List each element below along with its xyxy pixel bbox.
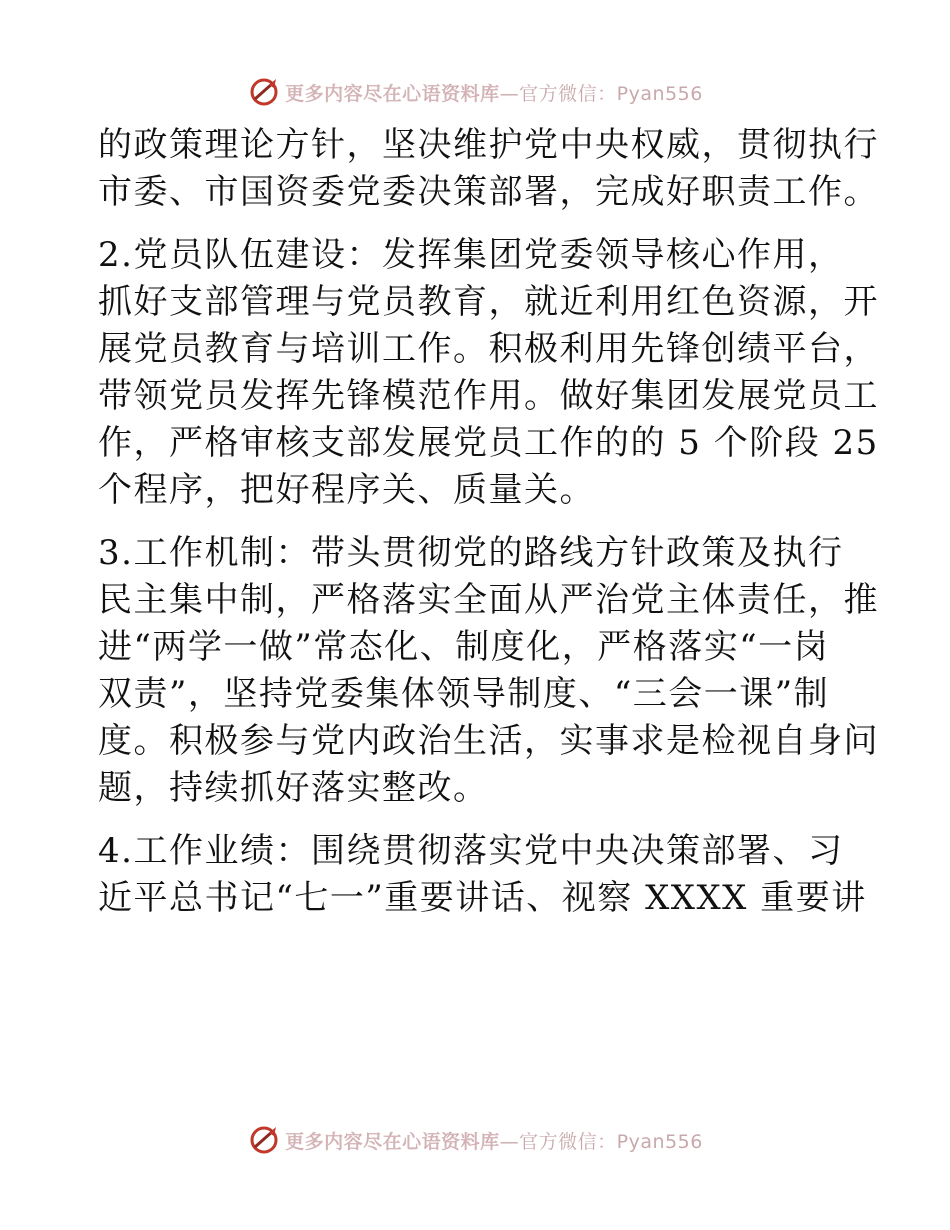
watermark-brand: 更多内容尽在心语资料库	[285, 1130, 500, 1153]
text-line: 展党员教育与培训工作。积极利用先锋创绩平台，	[98, 329, 879, 369]
text-line: 近平总书记“七一”重要讲话、视察 XXXX 重要讲	[98, 878, 867, 918]
watermark-brand: 更多内容尽在心语资料库	[285, 82, 500, 105]
text-line: 带领党员发挥先锋模范作用。做好集团发展党员工	[98, 376, 879, 416]
paragraph-work-mechanism	[98, 530, 879, 812]
watermark-text	[285, 1127, 703, 1154]
text-line: 3.工作机制：带头贯彻党的路线方针政策及执行	[98, 533, 844, 573]
paragraph-intro-continued	[98, 122, 879, 216]
watermark-dash: —	[499, 1130, 520, 1153]
watermark-suffix: 官方微信：Pyan556	[519, 82, 703, 105]
paragraph-party-member-team	[98, 232, 879, 514]
text-line: 抓好支部管理与党员教育，就近利用红色资源，开	[98, 282, 879, 322]
watermark-suffix: 官方微信：Pyan556	[519, 1130, 703, 1153]
text-line: 2.党员队伍建设：发挥集团党委领导核心作用，	[98, 235, 844, 275]
paragraph-work-performance	[98, 828, 867, 922]
text-line: 作，严格审核支部发展党员工作的的 5 个阶段 25	[98, 423, 879, 463]
watermark-text	[285, 79, 703, 106]
watermark-banner-top	[0, 72, 950, 112]
watermark-banner-bottom	[0, 1120, 950, 1160]
watermark-dash: —	[499, 82, 520, 105]
logo-icon	[247, 1123, 281, 1157]
text-line: 题，持续抓好落实整改。	[98, 768, 489, 808]
text-line: 4.工作业绩：围绕贯彻落实党中央决策部署、习	[98, 831, 844, 871]
text-line: 民主集中制，严格落实全面从严治党主体责任，推	[98, 580, 879, 620]
text-line: 市委、市国资委党委决策部署，完成好职责工作。	[98, 172, 879, 212]
text-line: 双责”，坚持党委集体领导制度、“三会一课”制	[98, 674, 830, 714]
logo-icon	[247, 75, 281, 109]
text-line: 个程序，把好程序关、质量关。	[98, 470, 595, 510]
document-body	[98, 122, 879, 922]
text-line: 度。积极参与党内政治生活，实事求是检视自身问	[98, 721, 879, 761]
text-line: 的政策理论方针，坚决维护党中央权威，贯彻执行	[98, 125, 879, 165]
text-line: 进“两学一做”常态化、制度化，严格落实“一岗	[98, 627, 830, 667]
